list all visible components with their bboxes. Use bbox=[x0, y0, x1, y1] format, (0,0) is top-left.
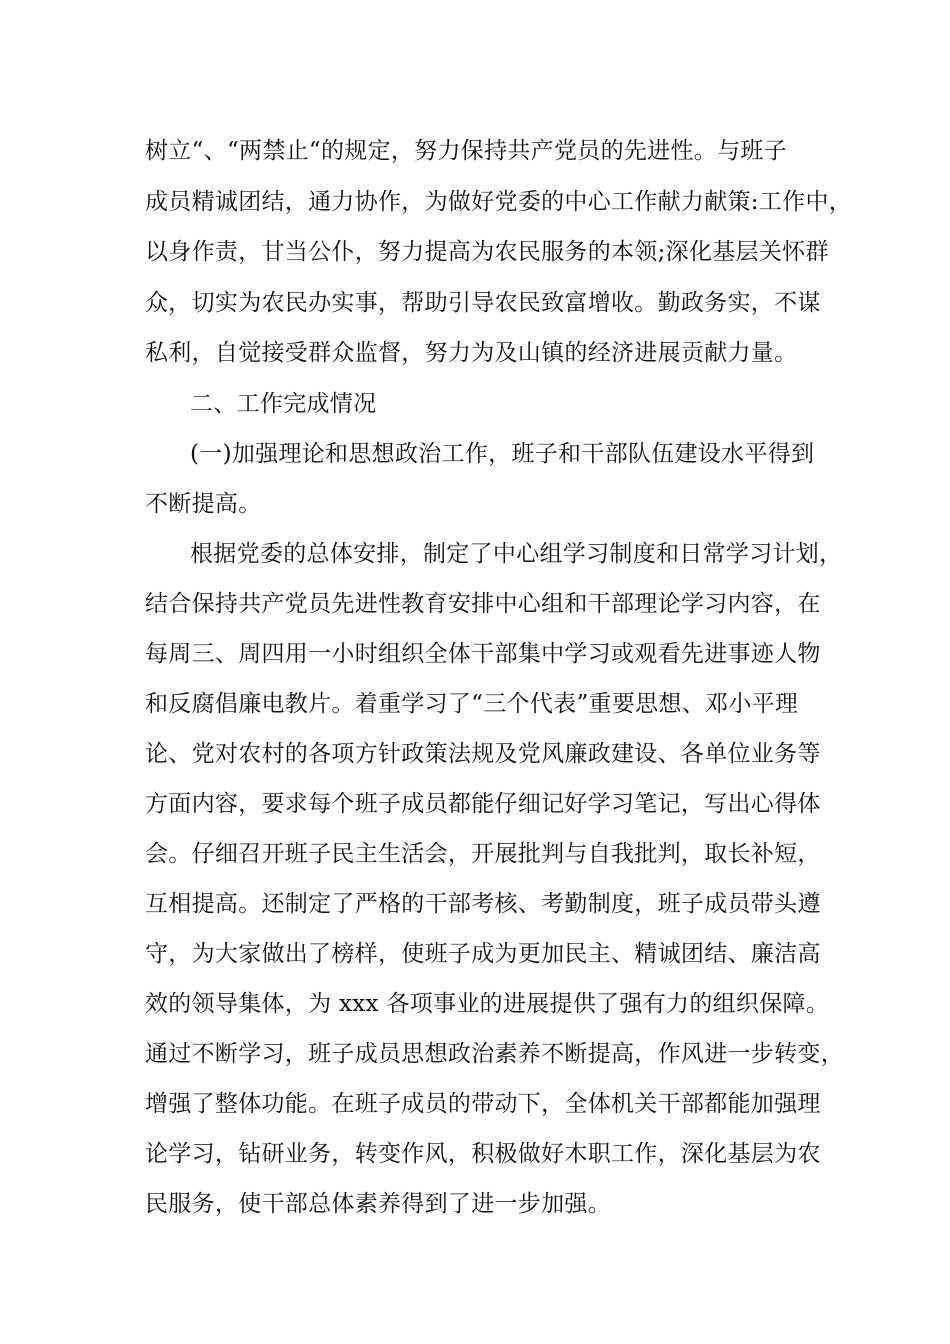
text-line: 论、党对农村的各项方针政策法规及党风廉政建设、各单位业务等 bbox=[145, 741, 821, 767]
text-line: 以身作责，甘当公仆，努力提高为农民服务的本领;深化基层关怀群 bbox=[145, 239, 829, 265]
text-line: 成员精诚团结，通力协作，为做好党委的中心工作献力献策:工作中， bbox=[145, 189, 853, 215]
text-line: 和反腐倡廉电教片。着重学习了“三个代表”重要思想、邓小平理 bbox=[145, 691, 799, 717]
text-line: 众，切实为农民办实事，帮助引导农民致富增收。勤政务实，不谋 bbox=[145, 290, 821, 316]
text-line: 每周三、周四用一小时组织全体干部集中学习或观看先进事迹人物 bbox=[145, 641, 821, 667]
text-line: 效的领导集体，为 xxx 各项事业的进展提供了强有力的组织保障。 bbox=[145, 991, 830, 1017]
text-line: 方面内容，要求每个班子成员都能仔细记好学习笔记，写出心得体 bbox=[145, 791, 821, 817]
text-line: 根据党委的总体安排，制定了中心组学习制度和日常学习计划， bbox=[190, 541, 843, 567]
text-line: 树立“、“两禁止“的规定，努力保持共产党员的先进性。与班子 bbox=[145, 138, 787, 164]
text-line: 结合保持共产党员先进性教育安排中心组和干部理论学习内容，在 bbox=[145, 591, 821, 617]
text-line: 守，为大家做出了榜样，使班子成为更加民主、精诚团结、廉洁高 bbox=[145, 941, 821, 967]
text-line: 论学习，钻研业务，转变作风，积极做好木职工作，深化基层为农 bbox=[145, 1141, 821, 1167]
text-line: 互相提高。还制定了严格的干部考核、考勤制度，班子成员带头遵 bbox=[145, 891, 821, 917]
section-heading: 二、工作完成情况 bbox=[190, 391, 377, 417]
text-line: 不断提高。 bbox=[145, 491, 262, 517]
text-line: 会。仔细召开班子民主生活会，开展批判与自我批判，取长补短， bbox=[145, 841, 821, 867]
text-line: 民服务，使干部总体素养得到了进一步加强。 bbox=[145, 1191, 611, 1217]
subsection-heading: (一)加强理论和思想政治工作，班子和干部队伍建设水平得到 bbox=[190, 441, 815, 467]
text-line: 增强了整体功能。在班子成员的带动下，全体机关干部都能加强理 bbox=[145, 1091, 821, 1117]
text-line: 通过不断学习，班子成员思想政治素养不断提高，作风进一步转变， bbox=[145, 1041, 844, 1067]
text-line: 私利，自觉接受群众监督，努力为及山镇的经济进展贡献力量。 bbox=[145, 340, 798, 366]
